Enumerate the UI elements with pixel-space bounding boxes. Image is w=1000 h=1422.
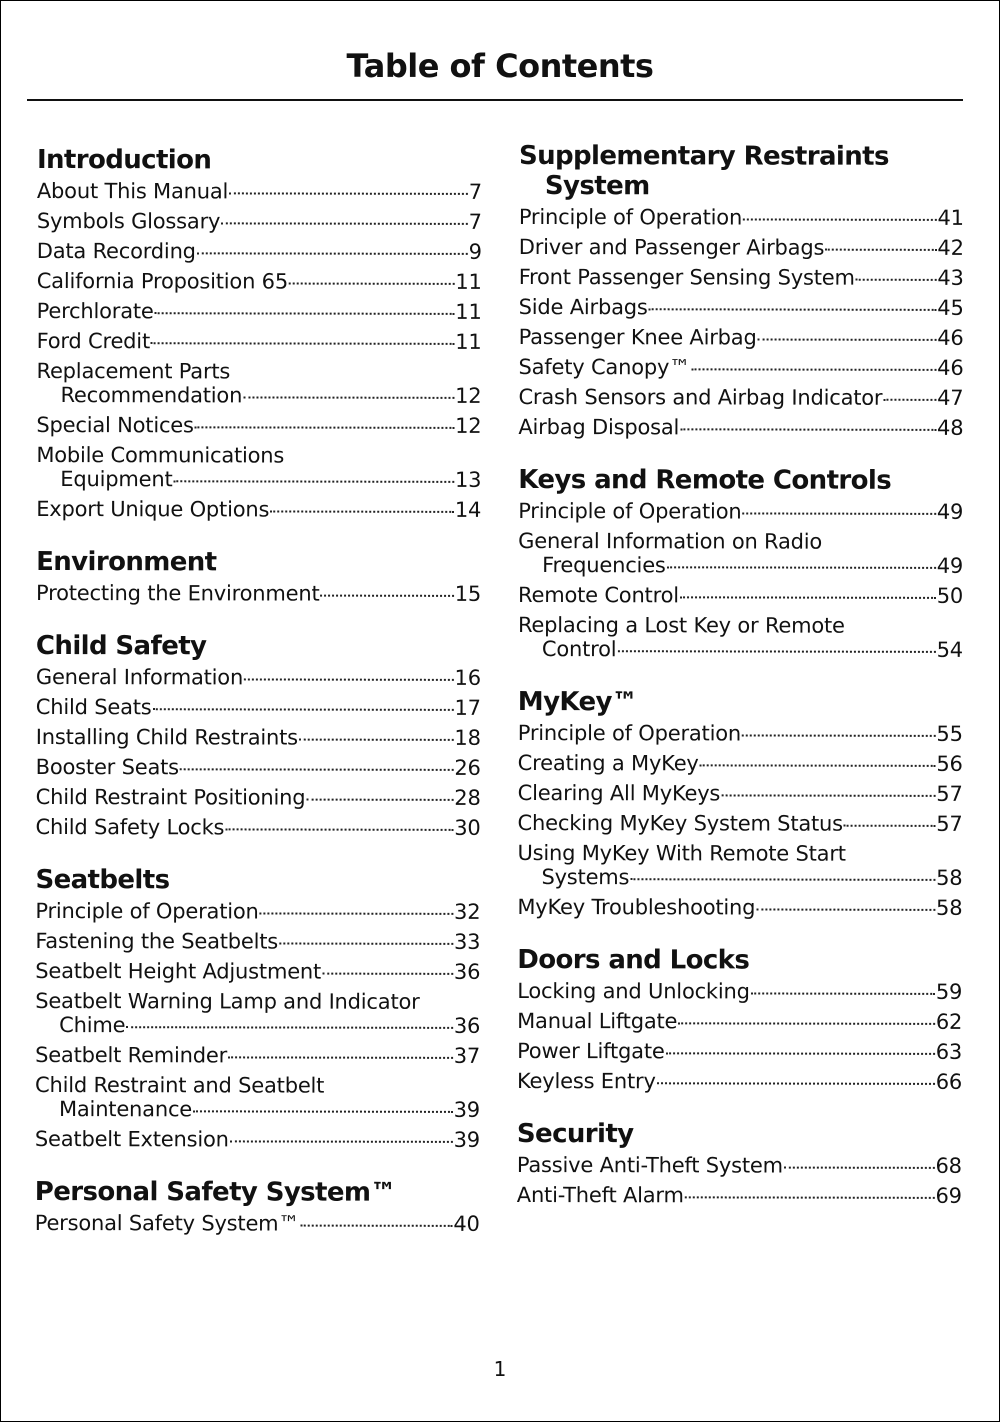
toc-entry-line — [517, 1039, 962, 1064]
toc-entry[interactable] — [37, 299, 482, 324]
toc-entry-page: 63 — [935, 1039, 963, 1064]
dot-leader — [153, 708, 454, 711]
toc-entry-label: Symbols Glossary — [36, 208, 221, 234]
dot-leader — [197, 252, 468, 255]
toc-entry-label: Side Airbags — [518, 294, 648, 320]
toc-entry-line — [518, 781, 963, 806]
dot-leader — [856, 279, 937, 281]
toc-entry-page: 9 — [468, 239, 482, 264]
toc-entry-label: Passenger Knee Airbag — [518, 324, 757, 350]
toc-entry[interactable] — [518, 583, 963, 608]
toc-entry-line — [37, 179, 482, 204]
toc-entry-line — [37, 209, 482, 234]
section-heading — [35, 865, 480, 896]
toc-entry-label: Driver and Passenger Airbags — [518, 234, 825, 260]
toc-entry-label: Chime — [59, 1013, 126, 1038]
toc-entry[interactable] — [517, 1039, 962, 1064]
toc-entry-line — [517, 1009, 962, 1034]
dot-leader — [630, 878, 935, 881]
section-heading-text: Security — [516, 1118, 634, 1150]
toc-entry-line — [36, 497, 481, 522]
toc-entry-label: Principle of Operation — [35, 898, 259, 924]
toc-entry-label: Special Notices — [36, 412, 194, 438]
toc-entry-label: Creating a MyKey — [517, 750, 699, 776]
dot-leader — [270, 510, 454, 512]
toc-entry[interactable] — [36, 695, 481, 720]
section-heading — [518, 687, 963, 718]
toc-entry-line — [518, 499, 963, 524]
dot-leader — [691, 368, 936, 371]
toc-entry-page: 50 — [936, 583, 964, 608]
toc-entry-page: 47 — [937, 385, 964, 410]
toc-entry-page: 48 — [937, 415, 964, 440]
toc-entry-label: Replacement Parts — [36, 358, 231, 384]
dot-leader — [758, 339, 937, 341]
dot-leader — [229, 192, 468, 194]
section-heading-text: Environment — [36, 546, 217, 578]
dot-leader — [742, 512, 935, 514]
toc-entry[interactable] — [36, 725, 481, 750]
toc-entry[interactable] — [518, 499, 963, 524]
toc-entry[interactable] — [519, 205, 964, 230]
dot-leader — [784, 1167, 935, 1169]
toc-entry-line — [35, 1043, 480, 1068]
dot-leader — [221, 222, 467, 225]
dot-leader — [742, 734, 935, 736]
toc-entry-page: 42 — [937, 235, 964, 260]
toc-entry-label: Child Restraint and Seatbelt — [35, 1072, 325, 1098]
section-heading — [37, 145, 482, 176]
dot-leader — [195, 426, 454, 429]
toc-section — [35, 1177, 480, 1236]
toc-entry-line — [37, 299, 482, 324]
toc-entry-page: 7 — [468, 179, 482, 204]
toc-entry-page: 69 — [935, 1183, 962, 1208]
toc-entry-label: Front Passenger Sensing System — [518, 264, 855, 290]
toc-entry-label: Power Liftgate — [517, 1038, 665, 1064]
toc-entry-line — [35, 929, 480, 954]
toc-entry[interactable] — [35, 929, 480, 954]
toc-entry-page: 15 — [454, 581, 482, 606]
toc-entry-line — [518, 751, 963, 776]
toc-entry-line — [36, 815, 481, 840]
toc-entry-line — [519, 355, 964, 380]
toc-entry-page: 14 — [454, 497, 482, 522]
section-heading — [517, 945, 962, 976]
toc-entry-line — [517, 895, 962, 920]
toc-entry-label: Seatbelt Extension — [34, 1126, 229, 1152]
toc-entry[interactable] — [35, 1211, 480, 1236]
toc-entry-line — [519, 295, 964, 320]
toc-entry-label: Principle of Operation — [517, 720, 742, 746]
section-heading-text: Seatbelts — [35, 864, 170, 896]
section-heading-text: MyKey™ — [517, 686, 638, 718]
toc-entry-page: 62 — [935, 1009, 963, 1034]
toc-entry-line — [518, 553, 963, 578]
toc-entry-label: Control — [541, 637, 617, 662]
toc-entry[interactable] — [36, 665, 481, 690]
toc-entry-label: Passive Anti-Theft System — [516, 1152, 783, 1178]
toc-entry-page: 7 — [468, 209, 482, 234]
dot-leader — [173, 480, 453, 483]
dot-leader — [243, 396, 454, 398]
toc-entry-page: 43 — [937, 265, 964, 290]
toc-entry-page: 46 — [937, 355, 964, 380]
toc-entry-line — [36, 665, 481, 690]
toc-entry-page: 49 — [936, 499, 964, 524]
toc-section — [36, 145, 482, 522]
dot-leader — [180, 768, 453, 771]
toc-entry[interactable] — [518, 751, 963, 776]
toc-entry-line — [517, 979, 962, 1004]
toc-entry-line — [36, 383, 481, 408]
toc-section — [517, 1119, 962, 1208]
toc-entry-page: 59 — [935, 979, 963, 1004]
toc-entry-line — [518, 811, 963, 836]
dot-leader — [751, 992, 935, 994]
toc-entry-line — [37, 239, 482, 264]
toc-entry-line — [35, 1127, 480, 1152]
toc-entry-label: Crash Sensors and Airbag Indicator — [518, 384, 883, 410]
toc-entry-page: 11 — [455, 269, 482, 294]
toc-entry-label: Personal Safety System™ — [34, 1210, 300, 1236]
toc-entry-line — [518, 415, 963, 440]
toc-entry-label: Protecting the Environment — [36, 580, 320, 606]
toc-entry-label: MyKey Troubleshooting — [517, 894, 756, 920]
dot-leader — [151, 342, 454, 345]
toc-entry-line — [518, 721, 963, 746]
toc-entry-label: Clearing All MyKeys — [517, 780, 721, 806]
toc-entry-label: Airbag Disposal — [518, 414, 680, 440]
toc-section — [517, 945, 962, 1094]
toc-entry-page: 28 — [454, 785, 481, 810]
toc-entry-page: 58 — [936, 895, 963, 920]
dot-leader — [680, 428, 936, 431]
toc-entry-line — [37, 269, 482, 294]
toc-entry-label: Using MyKey With Remote Start — [517, 840, 846, 866]
dot-leader — [228, 1056, 453, 1058]
toc-entry-label: Mobile Communications — [36, 442, 285, 468]
toc-entry-label: Recommendation — [60, 383, 243, 408]
toc-right-column — [517, 141, 964, 1234]
toc-entry-label: About This Manual — [36, 178, 229, 204]
toc-entry-line — [517, 1183, 962, 1208]
toc-entry-line — [517, 865, 962, 890]
section-heading-text: Personal Safety System™ — [34, 1176, 396, 1208]
toc-entry-label: Child Safety Locks — [35, 814, 225, 840]
toc-entry[interactable] — [519, 235, 964, 260]
toc-section — [517, 687, 962, 920]
dot-leader — [667, 566, 936, 569]
section-heading — [35, 1177, 480, 1208]
toc-entry-line — [37, 329, 482, 354]
toc-entry[interactable] — [36, 359, 481, 408]
toc-entry-label: Systems — [541, 865, 630, 890]
toc-entry[interactable] — [517, 1009, 962, 1034]
toc-entry-page: 12 — [455, 413, 482, 438]
dot-leader — [289, 283, 454, 285]
toc-entry-line — [35, 899, 480, 924]
toc-entry-page: 32 — [454, 899, 481, 924]
toc-entry-page: 56 — [936, 751, 963, 776]
dot-leader — [825, 249, 936, 251]
toc-entry-line — [519, 325, 964, 350]
dot-leader — [155, 312, 455, 315]
section-heading-text: Keys and Remote Controls — [518, 464, 892, 496]
section-heading-text: Introduction — [36, 145, 212, 176]
section-heading — [517, 1119, 962, 1150]
toc-entry-label: Seatbelt Height Adjustment — [35, 958, 322, 984]
toc-entry[interactable] — [35, 959, 480, 984]
toc-entry-label: Principle of Operation — [518, 498, 742, 524]
toc-entry-page: 57 — [936, 781, 963, 806]
toc-entry-page: 45 — [937, 295, 964, 320]
toc-entry-page: 66 — [935, 1069, 963, 1094]
toc-entry-line — [36, 725, 481, 750]
toc-entry-page: 12 — [455, 383, 482, 408]
toc-entry-page: 39 — [453, 1127, 480, 1152]
toc-entry-page: 26 — [454, 755, 481, 780]
toc-entry-line — [517, 1069, 962, 1094]
toc-entry-line — [35, 1013, 480, 1038]
dot-leader — [260, 912, 453, 914]
section-heading-text: Child Safety — [35, 630, 207, 662]
toc-entry-line — [36, 413, 481, 438]
toc-entry-line — [518, 583, 963, 608]
toc-section — [518, 465, 963, 662]
toc-entry-page: 30 — [454, 815, 481, 840]
toc-entry-page: 36 — [453, 959, 481, 984]
dot-leader — [743, 218, 936, 220]
toc-entry-label: Maintenance — [58, 1097, 193, 1122]
toc-entry[interactable] — [519, 295, 964, 320]
toc-entry[interactable] — [36, 497, 481, 522]
toc-entry-line — [36, 695, 481, 720]
toc-entry[interactable] — [519, 265, 964, 290]
toc-entry-page: 49 — [936, 553, 964, 578]
toc-entry-label: Manual Liftgate — [517, 1008, 678, 1034]
toc-entry[interactable] — [517, 1183, 962, 1208]
toc-entry-line — [36, 755, 481, 780]
toc-entry-line — [519, 235, 964, 260]
dot-leader — [844, 825, 935, 827]
toc-section — [35, 865, 481, 1152]
toc-entry-label: Replacing a Lost Key or Remote — [517, 612, 845, 638]
toc-entry[interactable] — [36, 755, 481, 780]
toc-entry[interactable] — [37, 269, 482, 294]
toc-entry-page: 46 — [937, 325, 964, 350]
toc-entry-label: General Information on Radio — [518, 528, 823, 554]
dot-leader — [279, 943, 453, 945]
dot-leader — [680, 596, 936, 599]
toc-entry-line — [519, 205, 964, 230]
toc-entry[interactable] — [35, 1043, 480, 1068]
toc-section — [518, 141, 964, 440]
section-heading-text: Doors and Locks — [517, 944, 750, 976]
toc-entry-label: General Information — [35, 664, 244, 690]
toc-entry-page: 33 — [453, 929, 481, 954]
dot-leader — [721, 794, 935, 796]
toc-entry-label: Fastening the Seatbelts — [35, 928, 279, 954]
toc-left-column — [35, 145, 482, 1262]
dot-leader — [883, 399, 936, 401]
section-heading-text: Supplementary Restraints — [518, 141, 889, 172]
toc-entry-label: Safety Canopy™ — [518, 354, 691, 380]
toc-entry[interactable] — [35, 1073, 480, 1122]
dot-leader — [756, 908, 935, 910]
dot-leader — [617, 650, 935, 653]
toc-entry[interactable] — [518, 385, 963, 410]
toc-entry-label: Keyless Entry — [517, 1068, 656, 1094]
toc-entry-label: Locking and Unlocking — [517, 978, 750, 1004]
toc-entry-page: 58 — [936, 865, 963, 890]
toc-entry-line — [36, 785, 481, 810]
toc-entry-label: Remote Control — [518, 582, 679, 608]
title-divider — [27, 99, 963, 101]
page-number: 1 — [493, 1357, 507, 1381]
toc-entry[interactable] — [518, 529, 963, 578]
toc-entry[interactable] — [518, 415, 963, 440]
toc-entry-page: 37 — [453, 1043, 481, 1068]
toc-entry[interactable] — [519, 355, 964, 380]
toc-entry[interactable] — [518, 613, 963, 662]
toc-entry[interactable] — [35, 1127, 480, 1152]
dot-leader — [306, 799, 453, 801]
toc-section — [36, 547, 481, 606]
toc-section — [36, 631, 481, 840]
dot-leader — [230, 1140, 453, 1142]
toc-entry-page: 17 — [454, 695, 481, 720]
toc-entry-label: California Proposition 65 — [36, 268, 289, 294]
toc-entry-label: Equipment — [60, 467, 173, 492]
toc-entry[interactable] — [35, 899, 480, 924]
toc-entry-label: Installing Child Restraints — [35, 724, 298, 750]
toc-entry[interactable] — [36, 785, 481, 810]
toc-entry-page: 11 — [455, 329, 482, 354]
toc-entry-page: 36 — [453, 1013, 481, 1038]
page-title: Table of Contents — [346, 47, 654, 85]
dot-leader — [126, 1026, 452, 1029]
toc-entry[interactable] — [517, 1153, 962, 1178]
toc-entry-page: 13 — [454, 467, 482, 492]
dot-leader — [685, 1196, 935, 1199]
dot-leader — [299, 739, 453, 741]
toc-entry-page: 68 — [935, 1153, 962, 1178]
dot-leader — [244, 678, 453, 680]
toc-entry-label: Seatbelt Warning Lamp and Indicator — [35, 988, 420, 1014]
toc-entry-line — [35, 959, 480, 984]
toc-entry-line — [517, 1153, 962, 1178]
toc-entry-line — [36, 467, 481, 492]
toc-entry-line — [518, 637, 963, 662]
toc-entry[interactable] — [517, 841, 962, 890]
toc-entry-line — [35, 1211, 480, 1236]
toc-entry[interactable] — [36, 815, 481, 840]
toc-entry-label: Export Unique Options — [36, 496, 270, 522]
dot-leader — [225, 828, 453, 830]
toc-entry[interactable] — [517, 895, 962, 920]
toc-entry-page: 41 — [937, 205, 964, 230]
toc-entry-label: Ford Credit — [36, 328, 151, 354]
toc-entry-line — [35, 1097, 480, 1122]
toc-entry-page: 39 — [453, 1097, 481, 1122]
toc-entry[interactable] — [36, 581, 481, 606]
section-heading — [36, 631, 481, 662]
toc-entry[interactable] — [517, 1069, 962, 1094]
toc-entry[interactable] — [37, 329, 482, 354]
toc-entry-page: 54 — [936, 637, 963, 662]
section-heading — [518, 465, 963, 496]
toc-entry[interactable] — [37, 209, 482, 234]
toc-entry-page: 16 — [454, 665, 481, 690]
toc-entry[interactable] — [37, 239, 482, 264]
toc-entry-line — [36, 581, 481, 606]
toc-entry[interactable] — [35, 989, 480, 1038]
dot-leader — [657, 1082, 935, 1085]
dot-leader — [193, 1110, 453, 1113]
dot-leader — [649, 308, 937, 311]
dot-leader — [678, 1022, 935, 1025]
toc-entry-label: Perchlorate — [36, 298, 154, 324]
toc-entry[interactable] — [518, 721, 963, 746]
toc-entry[interactable] — [518, 811, 963, 836]
section-heading — [519, 141, 964, 202]
toc-entry-page: 11 — [455, 299, 482, 324]
toc-entry[interactable] — [37, 179, 482, 204]
dot-leader — [320, 595, 453, 597]
toc-entry-label: Seatbelt Reminder — [35, 1042, 228, 1068]
toc-entry-page: 55 — [936, 721, 963, 746]
toc-entry-label: Booster Seats — [35, 754, 179, 780]
dot-leader — [666, 1052, 935, 1055]
toc-entry-label: Principle of Operation — [518, 204, 743, 230]
dot-leader — [700, 764, 936, 766]
toc-entry-line — [518, 385, 963, 410]
toc-entry-label: Anti-Theft Alarm — [516, 1182, 684, 1208]
toc-entry-label: Data Recording — [36, 238, 196, 264]
toc-entry[interactable] — [518, 781, 963, 806]
toc-entry-page: 57 — [936, 811, 963, 836]
toc-entry-page: 40 — [453, 1211, 480, 1236]
toc-entry-label: Child Seats — [35, 694, 152, 720]
toc-entry[interactable] — [36, 443, 481, 492]
toc-entry[interactable] — [517, 979, 962, 1004]
section-heading — [36, 547, 481, 578]
toc-entry-label: Child Restraint Positioning — [35, 784, 306, 810]
section-heading-text: System — [544, 171, 650, 202]
toc-entry-page: 18 — [454, 725, 481, 750]
toc-entry-line — [519, 265, 964, 290]
toc-entry[interactable] — [36, 413, 481, 438]
toc-entry-label: Checking MyKey System Status — [517, 810, 843, 836]
toc-entry-label: Frequencies — [542, 553, 666, 578]
dot-leader — [300, 1225, 452, 1227]
toc-entry[interactable] — [519, 325, 964, 350]
dot-leader — [322, 973, 453, 975]
